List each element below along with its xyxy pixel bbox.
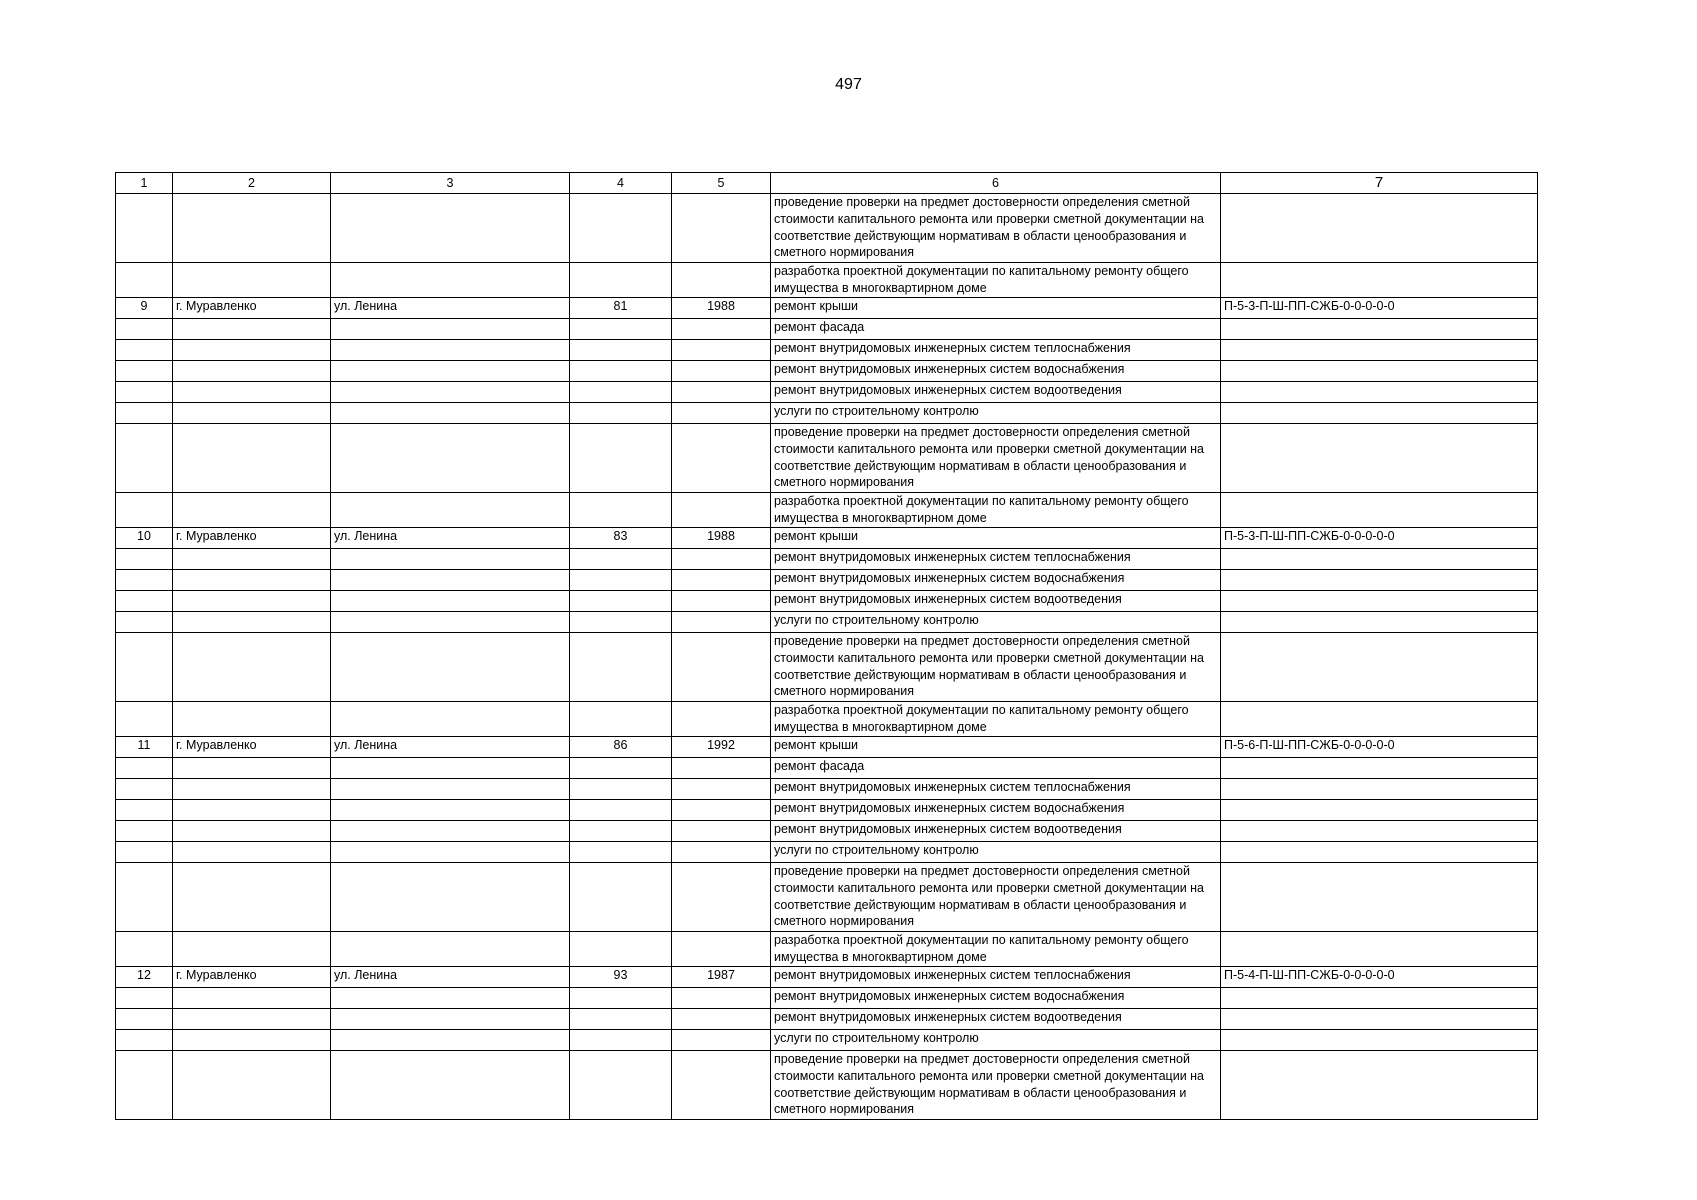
- street-cell: ул. Ленина: [331, 298, 570, 319]
- house-number-cell: [570, 340, 672, 361]
- row-number-cell: [116, 591, 173, 612]
- table-header-row: [116, 173, 1538, 194]
- build-year-cell: 1992: [672, 737, 771, 758]
- street-cell: [331, 1009, 570, 1030]
- house-code-cell: [1221, 424, 1538, 493]
- row-number-cell: [116, 863, 173, 932]
- work-type-cell: проведение проверки на предмет достоверности определения сметной стоимости капитального ремонта или проверки сметной документации на соответствие действующим нормативам в области ценообразования и сметного нормирования: [771, 194, 1221, 263]
- work-type-cell: ремонт внутридомовых инженерных систем водоснабжения: [771, 988, 1221, 1009]
- city-cell: [173, 382, 331, 403]
- street-cell: [331, 570, 570, 591]
- city-cell: [173, 549, 331, 570]
- house-code-cell: [1221, 758, 1538, 779]
- house-code-cell: [1221, 1009, 1538, 1030]
- city-cell: [173, 1030, 331, 1051]
- table-row: [116, 298, 1538, 319]
- street-cell: [331, 800, 570, 821]
- work-type-cell: ремонт внутридомовых инженерных систем водоснабжения: [771, 800, 1221, 821]
- row-number-cell: [116, 424, 173, 493]
- street-cell: [331, 382, 570, 403]
- house-number-cell: [570, 361, 672, 382]
- work-type-cell: ремонт крыши: [771, 737, 1221, 758]
- house-code-cell: [1221, 382, 1538, 403]
- city-cell: [173, 1009, 331, 1030]
- house-code-cell: [1221, 340, 1538, 361]
- build-year-cell: [672, 612, 771, 633]
- house-code-cell: [1221, 493, 1538, 528]
- table-row: [116, 967, 1538, 988]
- street-cell: [331, 591, 570, 612]
- build-year-cell: [672, 1030, 771, 1051]
- header-cell-2: 2: [173, 173, 331, 194]
- row-number-cell: [116, 1030, 173, 1051]
- table-row: [116, 800, 1538, 821]
- street-cell: [331, 702, 570, 737]
- work-type-cell: ремонт внутридомовых инженерных систем водоотведения: [771, 591, 1221, 612]
- table-row: [116, 340, 1538, 361]
- work-type-cell: проведение проверки на предмет достоверности определения сметной стоимости капитального ремонта или проверки сметной документации на соответствие действующим нормативам в области ценообразования и сметного нормирования: [771, 863, 1221, 932]
- city-cell: [173, 263, 331, 298]
- city-cell: [173, 821, 331, 842]
- street-cell: [331, 194, 570, 263]
- street-cell: [331, 263, 570, 298]
- work-type-cell: услуги по строительному контролю: [771, 1030, 1221, 1051]
- street-cell: [331, 549, 570, 570]
- build-year-cell: 1988: [672, 528, 771, 549]
- row-number-cell: [116, 319, 173, 340]
- house-code-cell: [1221, 821, 1538, 842]
- street-cell: [331, 863, 570, 932]
- house-code-cell: [1221, 591, 1538, 612]
- build-year-cell: [672, 1051, 771, 1120]
- house-number-cell: 81: [570, 298, 672, 319]
- row-number-cell: [116, 263, 173, 298]
- house-code-cell: [1221, 988, 1538, 1009]
- page-number: 497: [835, 76, 862, 93]
- house-number-cell: [570, 319, 672, 340]
- build-year-cell: [672, 382, 771, 403]
- street-cell: [331, 493, 570, 528]
- city-cell: [173, 633, 331, 702]
- city-cell: [173, 932, 331, 967]
- house-code-cell: П-5-6-П-Ш-ПП-СЖБ-0-0-0-0-0: [1221, 737, 1538, 758]
- build-year-cell: [672, 932, 771, 967]
- house-code-cell: П-5-4-П-Ш-ПП-СЖБ-0-0-0-0-0: [1221, 967, 1538, 988]
- house-number-cell: [570, 800, 672, 821]
- row-number-cell: 9: [116, 298, 173, 319]
- work-type-cell: ремонт внутридомовых инженерных систем водоотведения: [771, 382, 1221, 403]
- house-number-cell: [570, 932, 672, 967]
- house-code-cell: [1221, 932, 1538, 967]
- table-row: [116, 932, 1538, 967]
- house-code-cell: [1221, 633, 1538, 702]
- city-cell: [173, 591, 331, 612]
- row-number-cell: [116, 612, 173, 633]
- house-code-cell: [1221, 403, 1538, 424]
- build-year-cell: [672, 361, 771, 382]
- city-cell: [173, 612, 331, 633]
- build-year-cell: [672, 758, 771, 779]
- header-cell-3: 3: [331, 173, 570, 194]
- street-cell: [331, 1030, 570, 1051]
- house-code-cell: [1221, 361, 1538, 382]
- work-type-cell: разработка проектной документации по капитальному ремонту общего имущества в многоквартирном доме: [771, 263, 1221, 298]
- build-year-cell: [672, 702, 771, 737]
- row-number-cell: [116, 842, 173, 863]
- row-number-cell: [116, 800, 173, 821]
- house-number-cell: [570, 842, 672, 863]
- row-number-cell: [116, 1009, 173, 1030]
- build-year-cell: [672, 424, 771, 493]
- house-number-cell: 86: [570, 737, 672, 758]
- table-row: [116, 863, 1538, 932]
- header-cell-6: 6: [771, 173, 1221, 194]
- street-cell: ул. Ленина: [331, 528, 570, 549]
- house-code-cell: [1221, 570, 1538, 591]
- table-row: [116, 779, 1538, 800]
- house-number-cell: [570, 403, 672, 424]
- house-number-cell: [570, 591, 672, 612]
- house-number-cell: [570, 549, 672, 570]
- build-year-cell: 1988: [672, 298, 771, 319]
- street-cell: [331, 1051, 570, 1120]
- work-type-cell: ремонт крыши: [771, 528, 1221, 549]
- street-cell: [331, 340, 570, 361]
- row-number-cell: [116, 1051, 173, 1120]
- city-cell: [173, 403, 331, 424]
- build-year-cell: [672, 633, 771, 702]
- house-number-cell: [570, 263, 672, 298]
- house-number-cell: [570, 612, 672, 633]
- capital-repair-table: [115, 172, 1538, 1120]
- table-row: [116, 842, 1538, 863]
- header-cell-5: 5: [672, 173, 771, 194]
- work-type-cell: разработка проектной документации по капитальному ремонту общего имущества в многоквартирном доме: [771, 932, 1221, 967]
- table-row: [116, 361, 1538, 382]
- street-cell: [331, 821, 570, 842]
- build-year-cell: [672, 549, 771, 570]
- table-row: [116, 737, 1538, 758]
- street-cell: [331, 842, 570, 863]
- build-year-cell: [672, 591, 771, 612]
- table-body: [116, 173, 1538, 1120]
- table-row: [116, 1009, 1538, 1030]
- table-row: [116, 194, 1538, 263]
- build-year-cell: [672, 863, 771, 932]
- row-number-cell: [116, 403, 173, 424]
- city-cell: г. Муравленко: [173, 528, 331, 549]
- row-number-cell: [116, 194, 173, 263]
- table-row: [116, 612, 1538, 633]
- table-row: [116, 821, 1538, 842]
- work-type-cell: ремонт фасада: [771, 758, 1221, 779]
- city-cell: [173, 863, 331, 932]
- city-cell: [173, 842, 331, 863]
- work-type-cell: услуги по строительному контролю: [771, 612, 1221, 633]
- table-row: [116, 988, 1538, 1009]
- build-year-cell: [672, 800, 771, 821]
- house-code-cell: [1221, 319, 1538, 340]
- house-code-cell: [1221, 549, 1538, 570]
- house-number-cell: [570, 194, 672, 263]
- street-cell: [331, 612, 570, 633]
- build-year-cell: [672, 340, 771, 361]
- table-row: [116, 633, 1538, 702]
- work-type-cell: разработка проектной документации по капитальному ремонту общего имущества в многоквартирном доме: [771, 493, 1221, 528]
- city-cell: [173, 194, 331, 263]
- street-cell: [331, 424, 570, 493]
- row-number-cell: [116, 382, 173, 403]
- header-cell-4: 4: [570, 173, 672, 194]
- row-number-cell: [116, 340, 173, 361]
- row-number-cell: [116, 932, 173, 967]
- table-row: [116, 570, 1538, 591]
- work-type-cell: проведение проверки на предмет достоверности определения сметной стоимости капитального ремонта или проверки сметной документации на соответствие действующим нормативам в области ценообразования и сметного нормирования: [771, 1051, 1221, 1120]
- work-type-cell: ремонт внутридомовых инженерных систем теплоснабжения: [771, 967, 1221, 988]
- house-code-cell: [1221, 263, 1538, 298]
- house-number-cell: [570, 570, 672, 591]
- build-year-cell: [672, 319, 771, 340]
- city-cell: [173, 758, 331, 779]
- house-number-cell: 93: [570, 967, 672, 988]
- house-code-cell: [1221, 194, 1538, 263]
- house-number-cell: [570, 758, 672, 779]
- row-number-cell: [116, 361, 173, 382]
- work-type-cell: ремонт внутридомовых инженерных систем водоснабжения: [771, 570, 1221, 591]
- street-cell: [331, 988, 570, 1009]
- street-cell: [331, 758, 570, 779]
- header-cell-7: 7: [1221, 173, 1538, 194]
- build-year-cell: [672, 1009, 771, 1030]
- work-type-cell: услуги по строительному контролю: [771, 403, 1221, 424]
- city-cell: [173, 779, 331, 800]
- table-row: [116, 1030, 1538, 1051]
- city-cell: [173, 570, 331, 591]
- row-number-cell: [116, 493, 173, 528]
- city-cell: [173, 1051, 331, 1120]
- work-type-cell: разработка проектной документации по капитальному ремонту общего имущества в многоквартирном доме: [771, 702, 1221, 737]
- house-number-cell: [570, 493, 672, 528]
- build-year-cell: [672, 570, 771, 591]
- house-number-cell: [570, 1030, 672, 1051]
- work-type-cell: ремонт внутридомовых инженерных систем водоснабжения: [771, 361, 1221, 382]
- row-number-cell: [116, 779, 173, 800]
- row-number-cell: [116, 702, 173, 737]
- city-cell: [173, 800, 331, 821]
- row-number-cell: 10: [116, 528, 173, 549]
- house-code-cell: [1221, 779, 1538, 800]
- build-year-cell: [672, 194, 771, 263]
- table-row: [116, 382, 1538, 403]
- work-type-cell: ремонт внутридомовых инженерных систем теплоснабжения: [771, 779, 1221, 800]
- city-cell: [173, 361, 331, 382]
- house-number-cell: [570, 779, 672, 800]
- street-cell: [331, 932, 570, 967]
- city-cell: г. Муравленко: [173, 737, 331, 758]
- work-type-cell: проведение проверки на предмет достоверности определения сметной стоимости капитального ремонта или проверки сметной документации на соответствие действующим нормативам в области ценообразования и сметного нормирования: [771, 633, 1221, 702]
- build-year-cell: [672, 779, 771, 800]
- house-number-cell: [570, 702, 672, 737]
- house-number-cell: [570, 633, 672, 702]
- build-year-cell: 1987: [672, 967, 771, 988]
- house-code-cell: [1221, 1051, 1538, 1120]
- build-year-cell: [672, 403, 771, 424]
- work-type-cell: ремонт фасада: [771, 319, 1221, 340]
- row-number-cell: [116, 570, 173, 591]
- work-type-cell: ремонт внутридомовых инженерных систем теплоснабжения: [771, 340, 1221, 361]
- table-row: [116, 549, 1538, 570]
- build-year-cell: [672, 263, 771, 298]
- house-number-cell: [570, 988, 672, 1009]
- table-row: [116, 424, 1538, 493]
- table-row: [116, 319, 1538, 340]
- table-row: [116, 528, 1538, 549]
- house-number-cell: [570, 424, 672, 493]
- table-row: [116, 263, 1538, 298]
- house-code-cell: [1221, 1030, 1538, 1051]
- house-number-cell: [570, 863, 672, 932]
- build-year-cell: [672, 821, 771, 842]
- street-cell: [331, 403, 570, 424]
- city-cell: г. Муравленко: [173, 298, 331, 319]
- work-type-cell: услуги по строительному контролю: [771, 842, 1221, 863]
- row-number-cell: [116, 758, 173, 779]
- house-code-cell: П-5-3-П-Ш-ПП-СЖБ-0-0-0-0-0: [1221, 528, 1538, 549]
- row-number-cell: [116, 633, 173, 702]
- table-row: [116, 758, 1538, 779]
- house-code-cell: П-5-3-П-Ш-ПП-СЖБ-0-0-0-0-0: [1221, 298, 1538, 319]
- house-code-cell: [1221, 863, 1538, 932]
- city-cell: г. Муравленко: [173, 967, 331, 988]
- house-code-cell: [1221, 800, 1538, 821]
- house-number-cell: 83: [570, 528, 672, 549]
- work-type-cell: ремонт внутридомовых инженерных систем теплоснабжения: [771, 549, 1221, 570]
- table-row: [116, 1051, 1538, 1120]
- house-number-cell: [570, 1009, 672, 1030]
- work-type-cell: проведение проверки на предмет достоверности определения сметной стоимости капитального ремонта или проверки сметной документации на соответствие действующим нормативам в области ценообразования и сметного нормирования: [771, 424, 1221, 493]
- house-number-cell: [570, 382, 672, 403]
- row-number-cell: 12: [116, 967, 173, 988]
- row-number-cell: [116, 549, 173, 570]
- header-cell-1: 1: [116, 173, 173, 194]
- city-cell: [173, 702, 331, 737]
- work-type-cell: ремонт внутридомовых инженерных систем водоотведения: [771, 1009, 1221, 1030]
- table-row: [116, 591, 1538, 612]
- table-row: [116, 702, 1538, 737]
- house-number-cell: [570, 1051, 672, 1120]
- house-code-cell: [1221, 702, 1538, 737]
- house-code-cell: [1221, 612, 1538, 633]
- city-cell: [173, 988, 331, 1009]
- street-cell: [331, 361, 570, 382]
- house-code-cell: [1221, 842, 1538, 863]
- city-cell: [173, 340, 331, 361]
- city-cell: [173, 319, 331, 340]
- city-cell: [173, 493, 331, 528]
- street-cell: ул. Ленина: [331, 967, 570, 988]
- street-cell: [331, 319, 570, 340]
- house-number-cell: [570, 821, 672, 842]
- row-number-cell: 11: [116, 737, 173, 758]
- table-row: [116, 493, 1538, 528]
- build-year-cell: [672, 493, 771, 528]
- build-year-cell: [672, 842, 771, 863]
- table-row: [116, 403, 1538, 424]
- street-cell: [331, 633, 570, 702]
- work-type-cell: ремонт внутридомовых инженерных систем водоотведения: [771, 821, 1221, 842]
- row-number-cell: [116, 988, 173, 1009]
- build-year-cell: [672, 988, 771, 1009]
- row-number-cell: [116, 821, 173, 842]
- street-cell: [331, 779, 570, 800]
- work-type-cell: ремонт крыши: [771, 298, 1221, 319]
- street-cell: ул. Ленина: [331, 737, 570, 758]
- city-cell: [173, 424, 331, 493]
